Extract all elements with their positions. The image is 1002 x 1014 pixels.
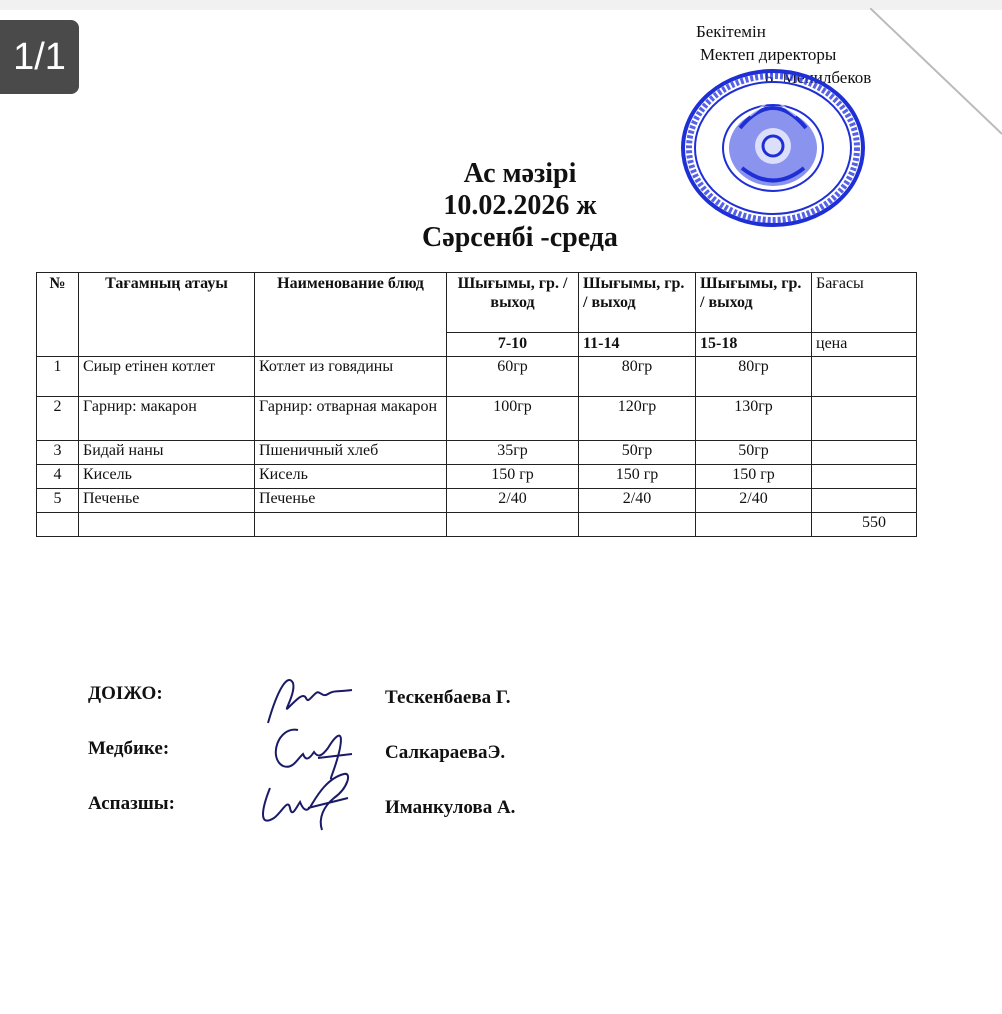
table-row (37, 489, 917, 513)
row-yield-1: 150 гр (447, 465, 579, 489)
table-row (37, 397, 917, 441)
row-yield-3: 130гр (696, 397, 812, 441)
row-name-kz: Бидай наны (79, 441, 255, 465)
header-name-ru: Наименование блюд (255, 273, 447, 357)
title-date: 10.02.2026 ж (443, 190, 597, 221)
header-number: № (37, 273, 79, 357)
row-price (812, 397, 917, 441)
row-price (812, 441, 917, 465)
row-yield-1: 60гр (447, 357, 579, 397)
title-weekday: Сәрсенбі -среда (422, 222, 618, 253)
signature-role-medbike: Медбике: (88, 738, 170, 759)
total-row (37, 513, 917, 537)
signature-role-aspazshy: Аспазшы: (88, 793, 175, 814)
header-age-2: 11-14 (579, 333, 696, 357)
total-empty-cell (696, 513, 812, 537)
header-age-1: 7-10 (447, 333, 579, 357)
row-name-ru: Печенье (255, 489, 447, 513)
header-yield-1: Шығымы, гр. / выход (447, 273, 579, 333)
header-price-ru: цена (812, 333, 917, 357)
table-row (37, 465, 917, 489)
signature-role-doizho: ДОІЖО: (88, 683, 163, 704)
menu-table (36, 272, 917, 537)
approval-line-1: Бекітемін (696, 22, 766, 41)
row-number: 2 (37, 397, 79, 441)
table-row (37, 441, 917, 465)
row-name-kz: Печенье (79, 489, 255, 513)
row-yield-3: 50гр (696, 441, 812, 465)
page-counter: 1/1 (0, 20, 79, 94)
header-age-3: 15-18 (696, 333, 812, 357)
row-price (812, 357, 917, 397)
signature-name-2: СалкараеваЭ. (385, 742, 506, 763)
row-price (812, 489, 917, 513)
row-yield-3: 80гр (696, 357, 812, 397)
row-yield-3: 2/40 (696, 489, 812, 513)
row-name-kz: Гарнир: макарон (79, 397, 255, 441)
row-number: 4 (37, 465, 79, 489)
approval-line-2: Мектеп директоры (700, 45, 837, 64)
row-yield-1: 100гр (447, 397, 579, 441)
row-name-kz: Сиыр етінен котлет (79, 357, 255, 397)
row-yield-2: 2/40 (579, 489, 696, 513)
row-yield-2: 80гр (579, 357, 696, 397)
approval-line-3: Б. Менилбеков (764, 68, 872, 87)
total-price: 550 (812, 513, 917, 537)
row-name-ru: Гарнир: отварная макарон (255, 397, 447, 441)
row-yield-2: 150 гр (579, 465, 696, 489)
row-yield-2: 120гр (579, 397, 696, 441)
row-name-ru: Кисель (255, 465, 447, 489)
handwritten-signature-3 (248, 768, 358, 834)
total-empty-cell (579, 513, 696, 537)
total-empty-cell (79, 513, 255, 537)
row-number: 1 (37, 357, 79, 397)
signature-name-3: Иманкулова А. (385, 797, 516, 818)
header-yield-2: Шығымы, гр. / выход (579, 273, 696, 333)
menu-title (320, 158, 720, 254)
title-line-1: Ас мәзірі (463, 158, 577, 189)
row-number: 3 (37, 441, 79, 465)
row-yield-3: 150 гр (696, 465, 812, 489)
row-yield-1: 35гр (447, 441, 579, 465)
row-name-ru: Котлет из говядины (255, 357, 447, 397)
total-empty-cell (447, 513, 579, 537)
signature-name-1: Тескенбаева Г. (385, 687, 511, 708)
table-row (37, 357, 917, 397)
row-yield-2: 50гр (579, 441, 696, 465)
row-price (812, 465, 917, 489)
total-empty-cell (37, 513, 79, 537)
row-yield-1: 2/40 (447, 489, 579, 513)
header-price-kz: Бағасы (812, 273, 917, 333)
row-number: 5 (37, 489, 79, 513)
header-name-kz: Тағамның атауы (79, 273, 255, 357)
row-name-kz: Кисель (79, 465, 255, 489)
viewer-top-strip (0, 0, 1002, 10)
total-empty-cell (255, 513, 447, 537)
row-name-ru: Пшеничный хлеб (255, 441, 447, 465)
paper-fold-line (870, 8, 1002, 138)
header-yield-3: Шығымы, гр. / выход (696, 273, 812, 333)
